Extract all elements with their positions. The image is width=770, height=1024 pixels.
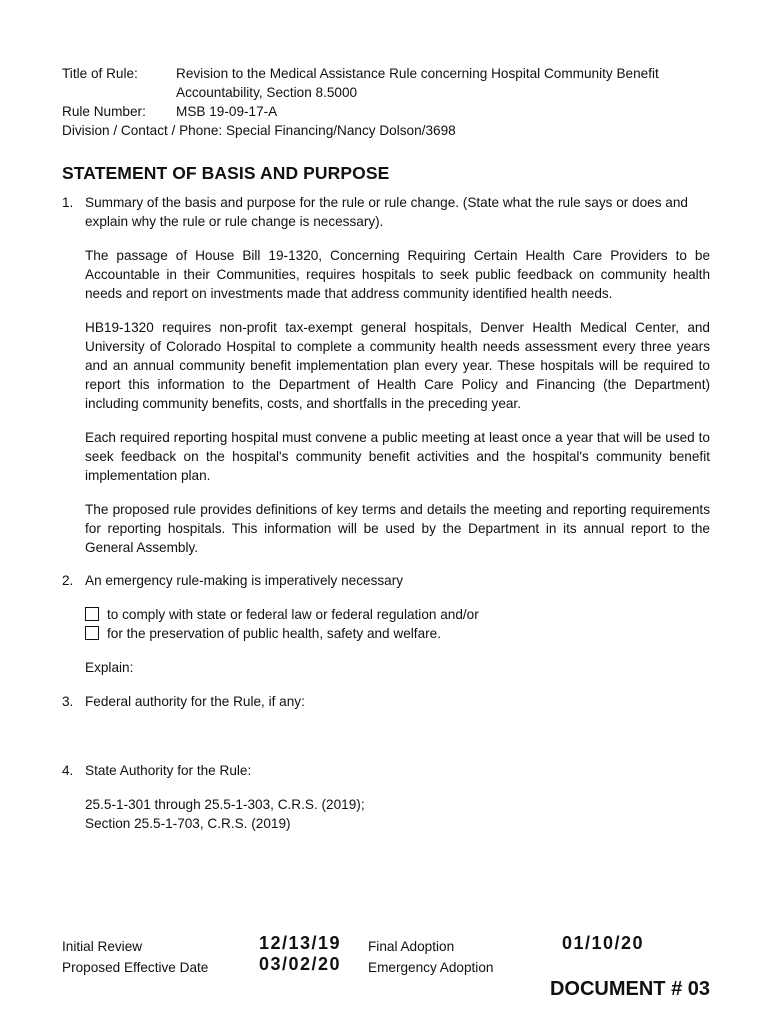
rule-number-row xyxy=(62,102,710,121)
checkbox-label: for the preservation of public health, safety and welfare. xyxy=(107,626,441,641)
footer xyxy=(62,932,710,1012)
item-text: State Authority for the Rule: xyxy=(85,763,252,778)
item-text: Federal authority for the Rule, if any: xyxy=(85,694,305,709)
safety-checkbox[interactable] xyxy=(85,626,99,640)
authority-line: 25.5-1-301 through 25.5-1-303, C.R.S. (2019); xyxy=(85,797,365,812)
checkbox-label: to comply with state or federal law or federal regulation and/or xyxy=(107,607,479,622)
contact-label: Division / Contact / Phone: xyxy=(62,123,223,138)
contact-value: Special Financing/Nancy Dolson/3698 xyxy=(225,123,456,138)
item-3 xyxy=(62,692,710,711)
title-of-rule-label: Title of Rule: xyxy=(62,66,138,81)
initial-review-label: Initial Review xyxy=(62,939,143,954)
contact-row xyxy=(62,121,710,140)
item-text: An emergency rule-making is imperatively necessary xyxy=(85,573,404,588)
paragraph: The passage of House Bill 19-1320, Concerning Requiring Certain Health Care Providers to be Accountable in their Communities, requires hospitals to seek public feedback on community health needs and report on investments made that address community identified health needs. xyxy=(85,248,710,301)
final-adoption-label: Final Adoption xyxy=(368,939,455,954)
emergency-adoption-label: Emergency Adoption xyxy=(368,960,494,975)
document-body xyxy=(62,64,710,833)
rule-number-label: Rule Number: xyxy=(62,104,146,119)
item-number: 3. xyxy=(62,694,74,709)
item-number: 2. xyxy=(62,573,74,588)
title-of-rule-value xyxy=(176,64,710,102)
item-number: 4. xyxy=(62,763,74,778)
item-1 xyxy=(62,193,710,557)
item-4 xyxy=(62,761,710,833)
paragraph: The proposed rule provides definitions of key terms and details the meeting and reporting requirements for reporting hospitals. This information will be used by the Department in its annual report to the General Assembly. xyxy=(85,502,710,555)
paragraph: HB19-1320 requires non-profit tax-exempt general hospitals, Denver Health Medical Center, and University of Colorado Hospital to complete a community health needs assessment every three years and an annual community benefit implementation plan every year. These hospitals will be required to report this information to the Department of Health Care Policy and Financing (the Department) including community benefits, costs, and shortfalls in the preceding year. xyxy=(85,320,710,411)
checkbox-group xyxy=(85,605,710,643)
initial-review-date: 12/13/19 xyxy=(259,933,342,953)
law-checkbox[interactable] xyxy=(85,607,99,621)
item-2 xyxy=(62,571,710,677)
effective-date: 03/02/20 xyxy=(259,954,342,974)
section-heading: STATEMENT OF BASIS AND PURPOSE xyxy=(62,163,390,183)
paragraph: Each required reporting hospital must convene a public meeting at least once a year that will be used to seek feedback on the hospital's community benefit activities and the hospital's community benefit implementation plan. xyxy=(85,430,710,483)
final-adoption-date: 01/10/20 xyxy=(562,933,645,953)
title-line-1: Revision to the Medical Assistance Rule concerning Hospital Community Benefit xyxy=(176,66,659,81)
title-of-rule-row xyxy=(62,64,710,102)
title-line-2: Accountability, Section 8.5000 xyxy=(176,85,358,100)
item-number: 1. xyxy=(62,195,74,210)
rule-number-value: MSB 19-09-17-A xyxy=(176,104,278,119)
effective-date-label: Proposed Effective Date xyxy=(62,960,209,975)
checkbox-row-safety[interactable] xyxy=(85,624,710,643)
checkbox-row-law[interactable] xyxy=(85,605,710,624)
explain-label: Explain: xyxy=(85,660,134,675)
authority-line: Section 25.5-1-703, C.R.S. (2019) xyxy=(85,816,291,831)
item-text: Summary of the basis and purpose for the rule or rule change. (State what the rule says or does and explain why the rule or rule change is necessary). xyxy=(85,195,688,229)
document-number: DOCUMENT # 03 xyxy=(549,978,710,1000)
